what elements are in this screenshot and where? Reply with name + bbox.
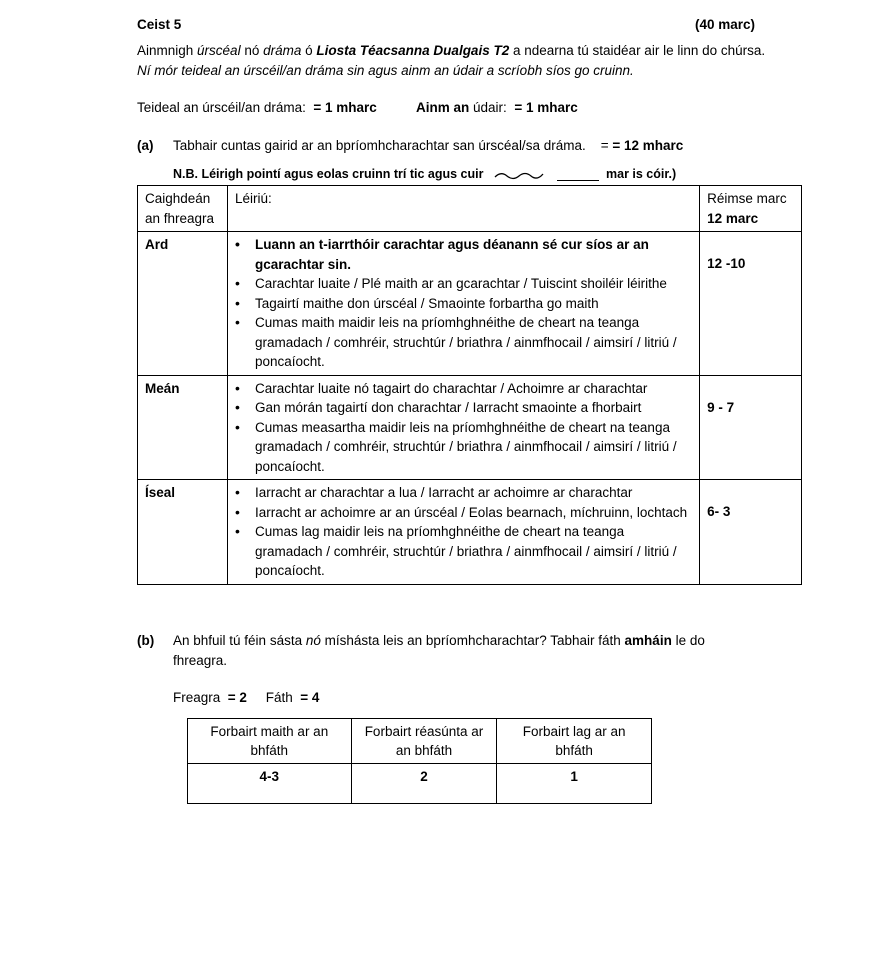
rubric-item: • Carachtar luaite nó tagairt do charachtar / Achoimre ar charachtar <box>255 379 692 399</box>
rubric-row-iseal <box>138 480 802 585</box>
question-total-marks: (40 marc) <box>695 17 756 32</box>
rubric-grade: Meán <box>138 375 228 480</box>
rubric-row-mean <box>138 375 802 480</box>
author-marks-line: Ainm an údair: = 1 mharc <box>416 100 578 115</box>
part-b-label: (b) <box>137 633 155 648</box>
rubric-description <box>227 480 699 585</box>
reason-header-row <box>188 719 652 764</box>
wavy-line-icon <box>493 168 549 182</box>
rubric-item: • Cumas maith maidir leis na príomhghnéithe de cheart na teanga gramadach / comhréir, struchtúr / briathra / ainmfhocail / aimsirí / litriú / poncaíocht. <box>255 313 692 372</box>
rubric-item: • Iarracht ar charachtar a lua / Iarracht ar achoimre ar charachtar <box>255 483 692 503</box>
underline-mark <box>557 180 599 181</box>
rubric-header-row <box>138 186 802 232</box>
reason-marks-table <box>187 718 652 804</box>
rubric-description <box>227 375 699 480</box>
rubric-item: • Tagairtí maithe don úrscéal / Smaointe forbartha go maith <box>255 294 692 314</box>
part-a-question: Tabhair cuntas gairid ar an bpríomhcharachtar san úrscéal/sa dráma. = = 12 mharc <box>173 138 684 153</box>
part-a-note: N.B. Léirigh pointí agus eolas cruinn trí tic agus cuir <box>173 167 484 181</box>
part-b-marks: Freagra = 2 Fáth = 4 <box>173 690 320 705</box>
part-b-question: An bhfuil tú féin sásta nó míshásta leis an bpríomhcharachtar? Tabhair fáth amháin le do <box>173 633 705 648</box>
rubric-range: 9 - 7 <box>700 375 802 480</box>
rubric-range: 6- 3 <box>700 480 802 585</box>
reason-header: Forbairt lag ar an bhfáth <box>497 719 652 764</box>
reason-header: Forbairt maith ar an bhfáth <box>188 719 352 764</box>
intro-line-1: Ainmnigh úrscéal nó dráma ó Liosta Téacsanna Dualgais T2 a ndearna tú staidéar air le linn do chúrsa. <box>137 43 766 58</box>
rubric-item: • Luann an t-iarrthóir carachtar agus déanann sé cur síos ar an gcarachtar sin. <box>255 235 692 274</box>
rubric-header-grade: Caighdeán an fhreagra <box>138 186 228 232</box>
part-b-question-line-2: fhreagra. <box>173 653 228 668</box>
rubric-item: • Iarracht ar achoimre ar an úrscéal / Eolas bearnach, míchruinn, lochtach <box>255 503 692 523</box>
rubric-row-ard <box>138 232 802 376</box>
rubric-description <box>227 232 699 376</box>
reason-value: 2 <box>351 764 497 804</box>
rubric-header-description: Léiriú: <box>227 186 699 232</box>
part-a-note-end: mar is cóir.) <box>606 167 677 181</box>
rubric-item: • Cumas measartha maidir leis na príomhghnéithe de cheart na teanga gramadach / comhréir, struchtúr / briathra / ainmfhocail / aimsirí / litriú / poncaíocht. <box>255 418 692 477</box>
rubric-table <box>137 185 802 585</box>
reason-value: 1 <box>497 764 652 804</box>
rubric-header-range: Réimse marc 12 marc <box>700 186 802 232</box>
title-marks-line: Teideal an úrscéil/an dráma: = 1 mharc <box>137 100 377 115</box>
reason-value-row <box>188 764 652 804</box>
rubric-item: • Gan mórán tagairtí don charachtar / Iarracht smaointe a fhorbairt <box>255 398 692 418</box>
reason-header: Forbairt réasúnta ar an bhfáth <box>351 719 497 764</box>
rubric-range: 12 -10 <box>700 232 802 376</box>
part-a-label: (a) <box>137 138 154 153</box>
question-number: Ceist 5 <box>137 17 182 32</box>
rubric-grade: Ard <box>138 232 228 376</box>
intro-line-2: Ní mór teideal an úrscéil/an dráma sin agus ainm an údair a scríobh síos go cruinn. <box>137 63 634 78</box>
rubric-item: • Cumas lag maidir leis na príomhghnéithe de cheart na teanga gramadach / comhréir, struchtúr / briathra / ainmfhocail / aimsirí / litriú / poncaíocht. <box>255 522 692 581</box>
reason-value: 4-3 <box>188 764 352 804</box>
rubric-item: • Carachtar luaite / Plé maith ar an gcarachtar / Tuiscint shoiléir léirithe <box>255 274 692 294</box>
rubric-grade: Íseal <box>138 480 228 585</box>
